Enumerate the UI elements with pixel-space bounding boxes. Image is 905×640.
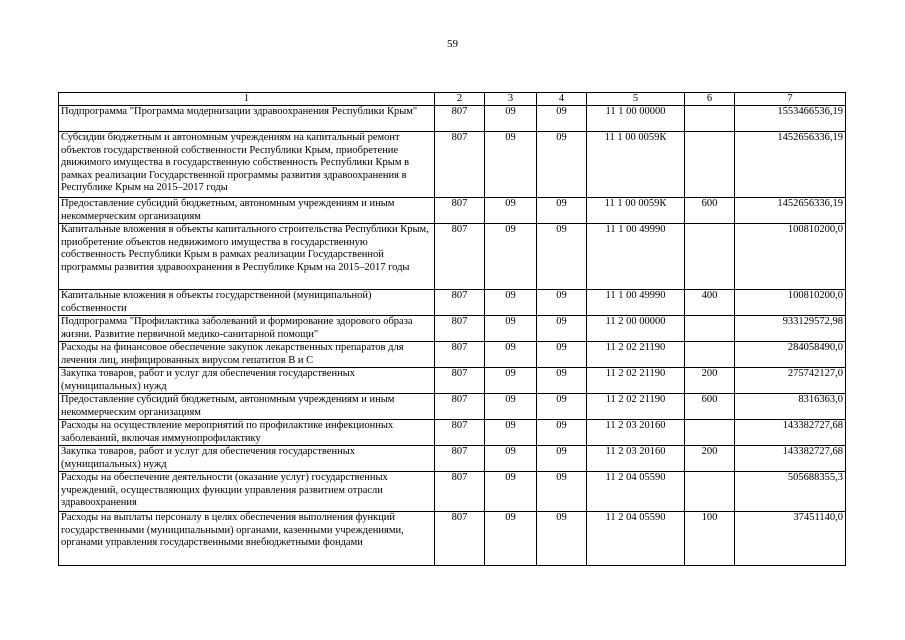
table-row	[59, 368, 846, 394]
section-code-cell: 09	[485, 420, 537, 446]
column-header: 3	[485, 93, 537, 106]
table-row	[59, 132, 846, 198]
table-row	[59, 106, 846, 132]
table-header-row	[59, 93, 846, 106]
table-row	[59, 290, 846, 316]
subsection-code-cell: 09	[537, 446, 587, 472]
expense-kind-cell: 200	[685, 446, 735, 472]
subsection-code-cell: 09	[537, 368, 587, 394]
amount-cell: 100810200,0	[735, 290, 846, 316]
subsection-code-cell: 09	[537, 132, 587, 198]
section-code-cell: 09	[485, 224, 537, 290]
column-header: 4	[537, 93, 587, 106]
amount-cell: 275742127,0	[735, 368, 846, 394]
table-body	[59, 106, 846, 566]
section-code-cell: 09	[485, 394, 537, 420]
budget-table	[58, 92, 846, 566]
row-name-cell: Закупка товаров, работ и услуг для обеспечения государственных (муниципальных) нужд	[59, 446, 435, 472]
row-name-cell: Закупка товаров, работ и услуг для обеспечения государственных (муниципальных) нужд	[59, 368, 435, 394]
amount-cell: 143382727,68	[735, 446, 846, 472]
ministry-code-cell: 807	[435, 290, 485, 316]
ministry-code-cell: 807	[435, 132, 485, 198]
amount-cell: 1452656336,19	[735, 198, 846, 224]
column-header: 7	[735, 93, 846, 106]
expense-kind-cell: 600	[685, 394, 735, 420]
table-row	[59, 394, 846, 420]
subsection-code-cell: 09	[537, 290, 587, 316]
expense-kind-cell: 200	[685, 368, 735, 394]
target-article-cell: 11 1 00 00000	[587, 106, 685, 132]
ministry-code-cell: 807	[435, 106, 485, 132]
subsection-code-cell: 09	[537, 512, 587, 566]
section-code-cell: 09	[485, 106, 537, 132]
table-row	[59, 342, 846, 368]
section-code-cell: 09	[485, 472, 537, 512]
subsection-code-cell: 09	[537, 472, 587, 512]
amount-cell: 1553466536,19	[735, 106, 846, 132]
expense-kind-cell	[685, 472, 735, 512]
ministry-code-cell: 807	[435, 420, 485, 446]
expense-kind-cell	[685, 316, 735, 342]
expense-kind-cell	[685, 420, 735, 446]
target-article-cell: 11 1 00 0059К	[587, 132, 685, 198]
row-name-cell: Расходы на выплаты персоналу в целях обеспечения выполнения функций государственными (муниципальными) органами, казенными учреждениями, органами управления государственными внебюджетными фондами	[59, 512, 435, 566]
section-code-cell: 09	[485, 446, 537, 472]
target-article-cell: 11 2 02 21190	[587, 368, 685, 394]
amount-cell: 933129572,98	[735, 316, 846, 342]
amount-cell: 505688355,3	[735, 472, 846, 512]
amount-cell: 1452656336,19	[735, 132, 846, 198]
target-article-cell: 11 2 04 05590	[587, 472, 685, 512]
ministry-code-cell: 807	[435, 512, 485, 566]
table-row	[59, 420, 846, 446]
table-row	[59, 316, 846, 342]
target-article-cell: 11 2 03 20160	[587, 420, 685, 446]
subsection-code-cell: 09	[537, 342, 587, 368]
target-article-cell: 11 2 02 21190	[587, 342, 685, 368]
expense-kind-cell	[685, 132, 735, 198]
table-row	[59, 472, 846, 512]
amount-cell: 8316363,0	[735, 394, 846, 420]
section-code-cell: 09	[485, 132, 537, 198]
target-article-cell: 11 2 00 00000	[587, 316, 685, 342]
subsection-code-cell: 09	[537, 394, 587, 420]
table-row	[59, 224, 846, 290]
subsection-code-cell: 09	[537, 316, 587, 342]
section-code-cell: 09	[485, 316, 537, 342]
column-header: 1	[59, 93, 435, 106]
ministry-code-cell: 807	[435, 198, 485, 224]
ministry-code-cell: 807	[435, 368, 485, 394]
column-header: 2	[435, 93, 485, 106]
section-code-cell: 09	[485, 512, 537, 566]
row-name-cell: Капитальные вложения в объекты государственной (муниципальной) собственности	[59, 290, 435, 316]
expense-kind-cell: 100	[685, 512, 735, 566]
row-name-cell: Расходы на обеспечение деятельности (оказание услуг) государственных учреждений, осуществляющих функции управления развитием отрасли здравоохранения	[59, 472, 435, 512]
ministry-code-cell: 807	[435, 224, 485, 290]
column-header: 5	[587, 93, 685, 106]
row-name-cell: Расходы на финансовое обеспечение закупок лекарственных препаратов для лечения лиц, инфицированных вирусом гепатитов В и С	[59, 342, 435, 368]
target-article-cell: 11 2 04 05590	[587, 512, 685, 566]
row-name-cell: Подпрограмма "Профилактика заболеваний и формирование здорового образа жизни. Развитие первичной медико-санитарной помощи"	[59, 316, 435, 342]
amount-cell: 100810200,0	[735, 224, 846, 290]
table-row	[59, 446, 846, 472]
subsection-code-cell: 09	[537, 420, 587, 446]
ministry-code-cell: 807	[435, 472, 485, 512]
row-name-cell: Субсидии бюджетным и автономным учреждениям на капитальный ремонт объектов государственной собственности Республики Крым, приобретение движимого имущества в государственную собственность Республики Крым в рамках реализации Государственной программы развития здравоохранения в Республике Крым на 2015–2017 годы	[59, 132, 435, 198]
section-code-cell: 09	[485, 368, 537, 394]
expense-kind-cell	[685, 224, 735, 290]
target-article-cell: 11 2 02 21190	[587, 394, 685, 420]
ministry-code-cell: 807	[435, 316, 485, 342]
page-number: 59	[447, 38, 458, 50]
target-article-cell: 11 1 00 0059К	[587, 198, 685, 224]
amount-cell: 284058490,0	[735, 342, 846, 368]
table-row	[59, 512, 846, 566]
row-name-cell: Капитальные вложения в объекты капитального строительства Республики Крым, приобретение объектов недвижимого имущества в государственную собственность Республики Крым в рамках реализации Государственной программы развития здравоохранения в Республике Крым на 2015–2017 годы	[59, 224, 435, 290]
ministry-code-cell: 807	[435, 342, 485, 368]
expense-kind-cell	[685, 342, 735, 368]
row-name-cell: Подпрограмма "Программа модернизации здравоохранения Республики Крым"	[59, 106, 435, 132]
section-code-cell: 09	[485, 342, 537, 368]
subsection-code-cell: 09	[537, 224, 587, 290]
expense-kind-cell: 400	[685, 290, 735, 316]
expense-kind-cell	[685, 106, 735, 132]
ministry-code-cell: 807	[435, 394, 485, 420]
amount-cell: 37451140,0	[735, 512, 846, 566]
row-name-cell: Предоставление субсидий бюджетным, автономным учреждениям и иным некоммерческим организациям	[59, 394, 435, 420]
ministry-code-cell: 807	[435, 446, 485, 472]
expense-kind-cell: 600	[685, 198, 735, 224]
target-article-cell: 11 1 00 49990	[587, 224, 685, 290]
row-name-cell: Расходы на осуществление мероприятий по профилактике инфекционных заболеваний, включая иммунопрофилактику	[59, 420, 435, 446]
subsection-code-cell: 09	[537, 198, 587, 224]
section-code-cell: 09	[485, 290, 537, 316]
target-article-cell: 11 2 03 20160	[587, 446, 685, 472]
target-article-cell: 11 1 00 49990	[587, 290, 685, 316]
table-row	[59, 198, 846, 224]
subsection-code-cell: 09	[537, 106, 587, 132]
section-code-cell: 09	[485, 198, 537, 224]
column-header: 6	[685, 93, 735, 106]
row-name-cell: Предоставление субсидий бюджетным, автономным учреждениям и иным некоммерческим организациям	[59, 198, 435, 224]
amount-cell: 143382727,68	[735, 420, 846, 446]
